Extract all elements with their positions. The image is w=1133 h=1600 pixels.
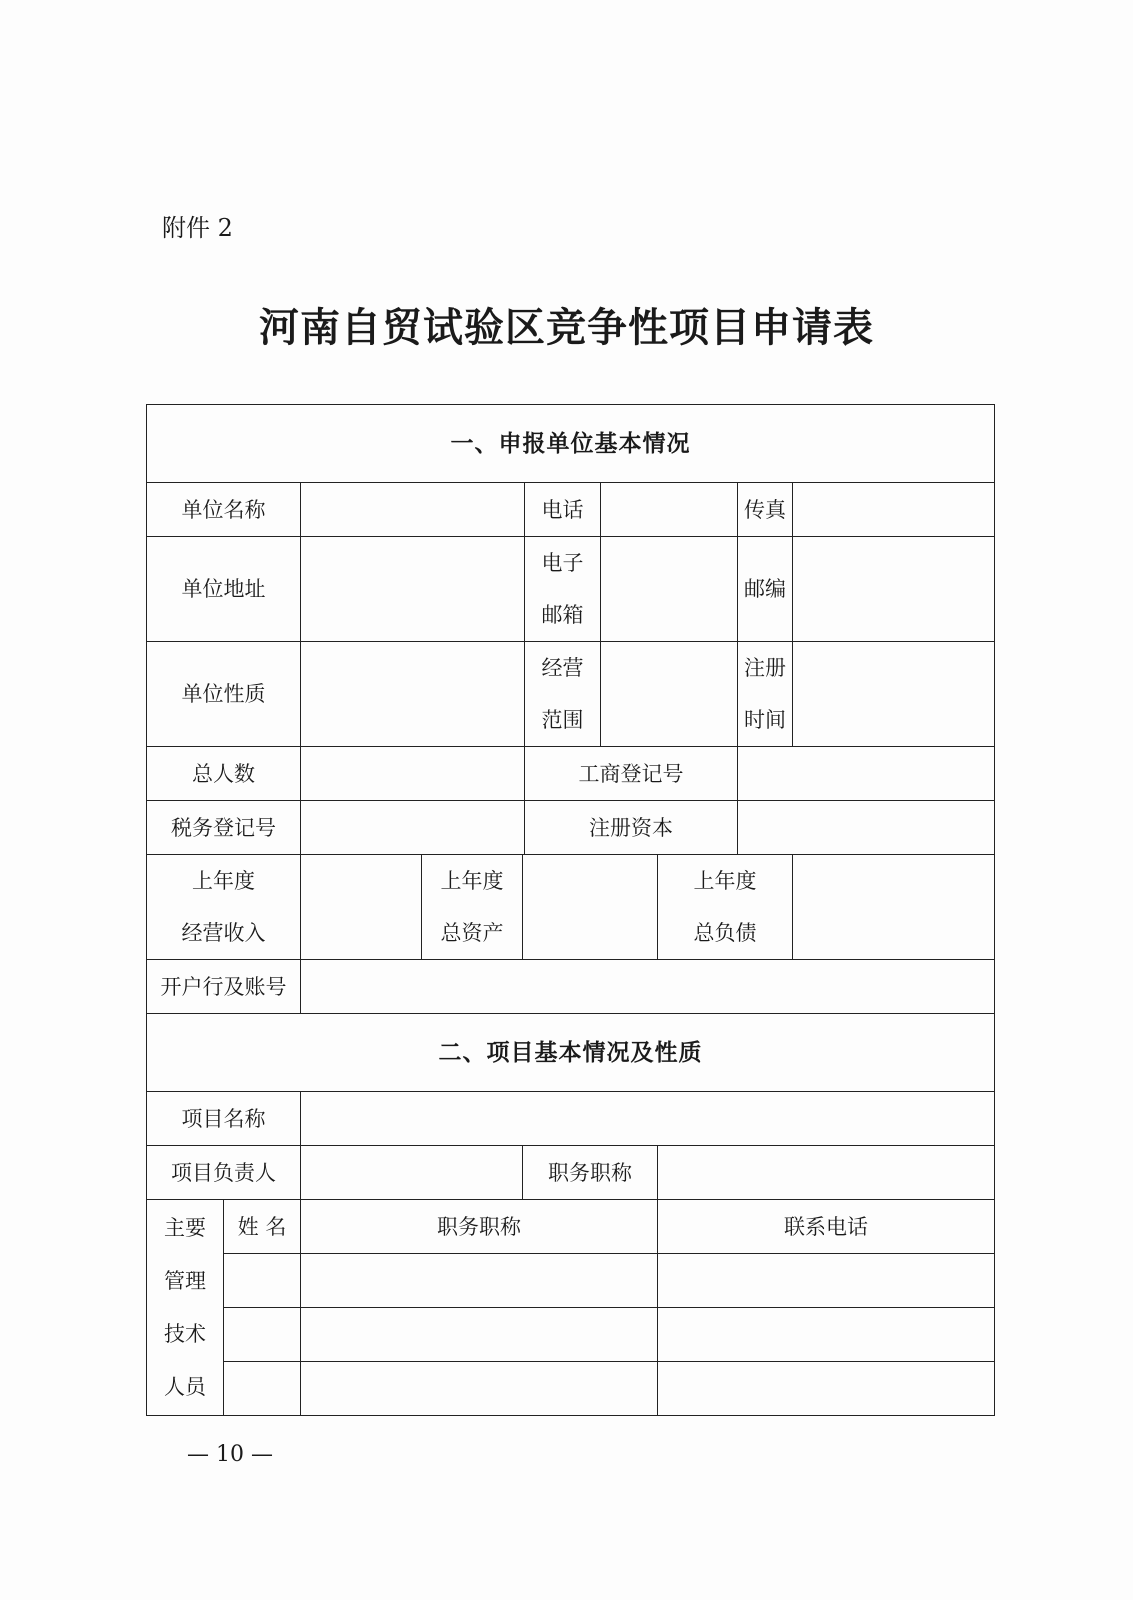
last-year-liabilities-label: 上年度 总负债 bbox=[658, 855, 793, 960]
key-staff-label: 主要 管理 技术 人员 bbox=[147, 1200, 224, 1416]
tax-reg-no-field[interactable] bbox=[301, 801, 525, 855]
tax-reg-no-label: 税务登记号 bbox=[147, 801, 301, 855]
registration-time-label: 注册 时间 bbox=[738, 642, 793, 747]
staff-position-field[interactable] bbox=[301, 1254, 658, 1308]
staff-position-field[interactable] bbox=[301, 1362, 658, 1416]
project-leader-label: 项目负责人 bbox=[147, 1146, 301, 1200]
fax-field[interactable] bbox=[793, 483, 995, 537]
page-number: — 10 — bbox=[187, 1442, 273, 1467]
fax-label: 传真 bbox=[738, 483, 793, 537]
unit-name-label: 单位名称 bbox=[147, 483, 301, 537]
staff-name-field[interactable] bbox=[224, 1362, 301, 1416]
phone-field[interactable] bbox=[601, 483, 738, 537]
unit-nature-field[interactable] bbox=[301, 642, 525, 747]
application-form-table bbox=[146, 404, 995, 1416]
unit-address-field[interactable] bbox=[301, 537, 525, 642]
unit-address-label: 单位地址 bbox=[147, 537, 301, 642]
staff-name-field[interactable] bbox=[224, 1308, 301, 1362]
project-leader-field[interactable] bbox=[301, 1146, 523, 1200]
staff-name-field[interactable] bbox=[224, 1254, 301, 1308]
last-year-assets-label: 上年度 总资产 bbox=[422, 855, 523, 960]
section-1-heading: 一、申报单位基本情况 bbox=[147, 405, 995, 483]
last-year-assets-field[interactable] bbox=[523, 855, 658, 960]
registration-time-field[interactable] bbox=[793, 642, 995, 747]
section-2-heading: 二、项目基本情况及性质 bbox=[147, 1014, 995, 1092]
postcode-field[interactable] bbox=[793, 537, 995, 642]
project-name-label: 项目名称 bbox=[147, 1092, 301, 1146]
last-year-revenue-label: 上年度 经营收入 bbox=[147, 855, 301, 960]
total-staff-field[interactable] bbox=[301, 747, 525, 801]
unit-nature-label: 单位性质 bbox=[147, 642, 301, 747]
phone-label: 电话 bbox=[525, 483, 601, 537]
total-staff-label: 总人数 bbox=[147, 747, 301, 801]
staff-contact-field[interactable] bbox=[658, 1362, 995, 1416]
last-year-revenue-field[interactable] bbox=[301, 855, 422, 960]
staff-contact-field[interactable] bbox=[658, 1308, 995, 1362]
unit-name-field[interactable] bbox=[301, 483, 525, 537]
staff-contact-header: 联系电话 bbox=[658, 1200, 995, 1254]
bank-account-label: 开户行及账号 bbox=[147, 960, 301, 1014]
business-scope-field[interactable] bbox=[601, 642, 738, 747]
last-year-liabilities-field[interactable] bbox=[793, 855, 995, 960]
staff-contact-field[interactable] bbox=[658, 1254, 995, 1308]
registered-capital-field[interactable] bbox=[738, 801, 995, 855]
page-title: 河南自贸试验区竞争性项目申请表 bbox=[259, 304, 874, 351]
registered-capital-label: 注册资本 bbox=[525, 801, 738, 855]
staff-position-header: 职务职称 bbox=[301, 1200, 658, 1254]
business-scope-label: 经营 范围 bbox=[525, 642, 601, 747]
bank-account-field[interactable] bbox=[301, 960, 995, 1014]
staff-name-header: 姓 名 bbox=[224, 1200, 301, 1254]
staff-position-field[interactable] bbox=[301, 1308, 658, 1362]
attachment-label: 附件 2 bbox=[162, 214, 233, 242]
email-label: 电子 邮箱 bbox=[525, 537, 601, 642]
project-name-field[interactable] bbox=[301, 1092, 995, 1146]
postcode-label: 邮编 bbox=[738, 537, 793, 642]
email-field[interactable] bbox=[601, 537, 738, 642]
leader-position-label: 职务职称 bbox=[523, 1146, 658, 1200]
leader-position-field[interactable] bbox=[658, 1146, 995, 1200]
business-reg-no-field[interactable] bbox=[738, 747, 995, 801]
business-reg-no-label: 工商登记号 bbox=[525, 747, 738, 801]
